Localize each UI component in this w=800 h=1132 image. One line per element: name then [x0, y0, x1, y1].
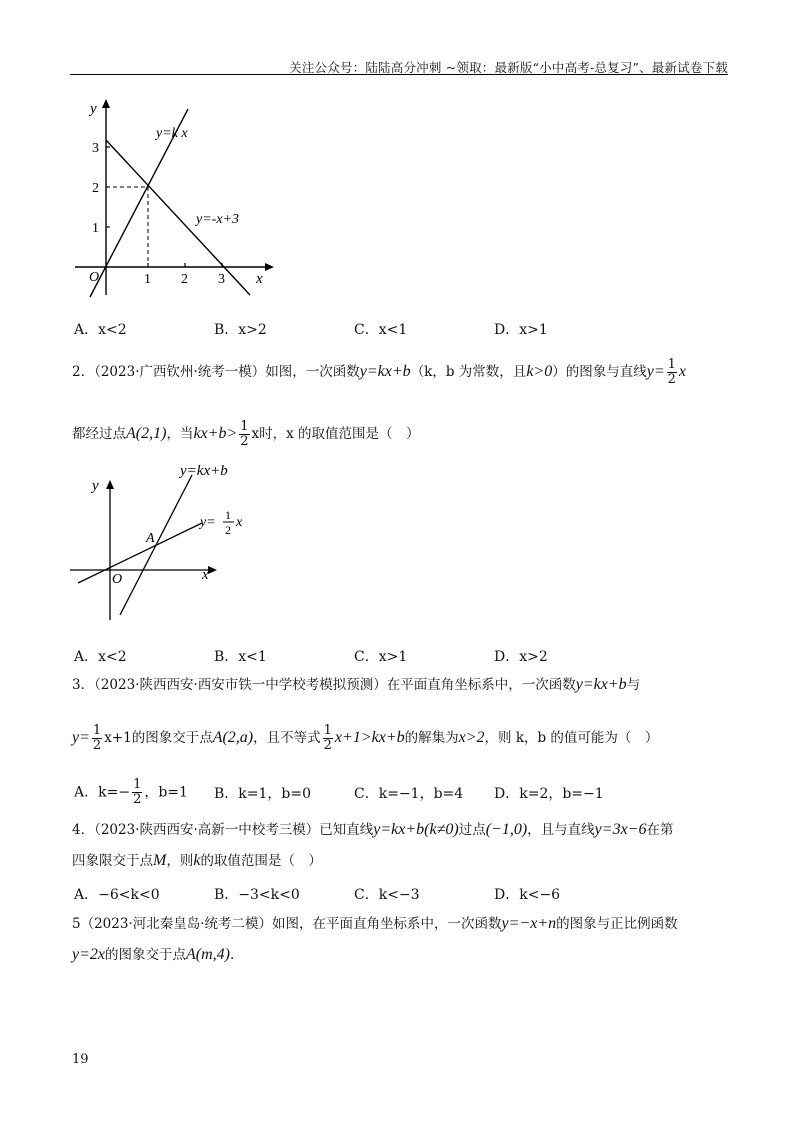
q2-math: kx+b>	[193, 425, 238, 442]
fraction-denominator: 2	[667, 372, 676, 387]
q2-text: （k，b 为常数，且	[410, 364, 527, 380]
q3-text: ，则 k，b 的值可能为（ ）	[484, 730, 659, 746]
fig1-y-tick: 2	[92, 181, 99, 196]
q2-options	[74, 646, 634, 666]
q2-math: y=kx+b	[359, 363, 411, 380]
q1-option-c[interactable]: C．x<1	[354, 322, 408, 338]
q3-math: y=	[72, 729, 90, 746]
q2-option-d[interactable]: D．x>2	[494, 649, 548, 665]
q3-option-a-fraction	[132, 778, 142, 807]
q3-fraction	[92, 724, 102, 753]
fig2-frac-den: 2	[225, 523, 231, 537]
q4-text: 4．（2023·陕西西安·高新一中校考三模）已知直线	[72, 822, 374, 838]
fig2-y-label: y	[92, 478, 99, 494]
fig1-y-tick: 1	[92, 221, 99, 236]
q5-math: A(m,4)	[186, 946, 230, 963]
page-number: 19	[72, 1052, 89, 1067]
fig1-x-tick: 3	[218, 272, 225, 287]
fig2-frac-num: 1	[225, 508, 231, 522]
q2-fraction	[239, 420, 249, 449]
q5-stem-line1	[72, 914, 678, 934]
fraction-denominator: 2	[92, 738, 102, 753]
q2-math: y=	[646, 363, 665, 380]
q2-text: x时，x 的取值范围是（ ）	[251, 426, 420, 442]
q4-option-a[interactable]: A．−6<k<0	[74, 887, 160, 903]
q3-text: 与	[626, 677, 641, 693]
q3-option-a[interactable]	[74, 778, 214, 807]
q4-options	[74, 884, 634, 904]
q2-math: x	[678, 363, 687, 380]
q4-math: k	[193, 852, 201, 869]
q2-option-b[interactable]: B．x<1	[214, 649, 267, 665]
fraction-denominator: 2	[240, 434, 249, 449]
q5-text: 的图象交于点	[105, 947, 186, 963]
fig1-x-tick: 1	[144, 272, 151, 287]
q4-text: ，且与直线	[527, 822, 595, 838]
q4-math: y=kx+b(k≠0)	[373, 821, 459, 838]
fig1-line2-label: y=-x+3	[196, 212, 239, 227]
q3-stem-line1	[72, 675, 640, 695]
q3-fraction	[323, 724, 333, 753]
q2-stem-line1	[72, 358, 686, 387]
q3-text: x+1的图象交于点	[104, 730, 213, 746]
q5-text: .	[229, 947, 235, 963]
fig1-line1-label: y=k x	[156, 126, 188, 141]
q2-text: ）的图象与直线	[552, 364, 647, 380]
fraction-numerator: 1	[323, 723, 332, 738]
q4-math: y=3x−6	[594, 821, 647, 838]
fraction-denominator: 2	[133, 792, 142, 807]
q3-math: x>2	[458, 729, 485, 746]
q3-option-a-post: ，b=1	[144, 784, 188, 801]
q3-math: y=kx+b	[575, 676, 627, 693]
q2-fraction	[667, 358, 677, 387]
q5-stem-line2	[72, 945, 234, 965]
q4-text: 的取值范围是（ ）	[200, 853, 322, 869]
fig1-x-label: x	[256, 271, 263, 287]
q4-math: M	[153, 852, 167, 869]
q5-text: 的图象与正比例函数	[556, 916, 678, 932]
figure1-graph	[60, 95, 290, 305]
q2-text: 都经过点	[72, 426, 126, 442]
q4-option-c[interactable]: C．k<−3	[354, 887, 420, 903]
q1-option-b[interactable]: B．x>2	[214, 322, 267, 338]
q5-math: y=−x+n	[501, 915, 557, 932]
q2-option-c[interactable]: C．x>1	[354, 649, 408, 665]
header-text: 关注公众号：陆陆高分冲刺 ~领取：最新版“小中高考-总复习”、最新试卷下载	[289, 60, 728, 75]
figure2-graph	[62, 455, 262, 625]
fraction-numerator: 1	[240, 419, 249, 434]
q5-text: 5（2023·河北秦皇岛·统考二模）如图，在平面直角坐标系中，一次函数	[72, 916, 502, 932]
fig1-y-label: y	[90, 101, 97, 117]
q2-math: k>0	[526, 363, 553, 380]
q3-math: x+1>kx+b	[334, 729, 405, 746]
q3-text: 的解集为	[404, 730, 459, 746]
q4-text: 过点	[458, 822, 486, 838]
q2-text: 2．（2023·广西钦州·统考一模）如图，一次函数	[72, 364, 360, 380]
fraction-numerator: 1	[133, 777, 142, 792]
q3-text: ，且不等式	[253, 730, 321, 746]
q2-math: A(2,1)	[126, 425, 167, 442]
fig2-point-label: A	[146, 531, 155, 546]
fraction-numerator: 1	[92, 723, 102, 738]
fig2-x-label: x	[202, 567, 209, 583]
q4-stem-line2	[72, 851, 322, 871]
header-rule	[70, 74, 728, 75]
q3-option-b[interactable]: B．k=1，b=0	[214, 785, 312, 802]
fig1-origin-label: O	[89, 270, 100, 285]
fig2-origin-label: O	[112, 572, 123, 587]
fraction-denominator: 2	[323, 738, 332, 753]
q4-option-b[interactable]: B．−3<k<0	[214, 887, 300, 903]
q2-stem-line2	[72, 420, 420, 449]
q2-text: ，当	[166, 426, 194, 442]
q1-option-d[interactable]: D．x>1	[494, 322, 548, 338]
q3-math: A(2,a)	[212, 729, 254, 746]
fig1-x-tick: 2	[181, 272, 188, 287]
q4-text: ，则	[166, 853, 194, 869]
fraction-numerator: 1	[667, 357, 676, 372]
q1-option-a[interactable]: A．x<2	[74, 322, 127, 338]
q3-option-a-pre: A．k=−	[74, 784, 131, 801]
q4-option-d[interactable]: D．k<−6	[494, 887, 561, 903]
q3-text: 3．（2023·陕西西安·西安市铁一中学校考模拟预测）在平面直角坐标系中，一次函数	[72, 677, 576, 693]
fig2-line2-label-pre: y=	[200, 515, 216, 530]
q3-option-c[interactable]: C．k=−1，b=4	[354, 785, 464, 802]
fig1-y-tick: 3	[92, 141, 99, 156]
q4-math: (−1,0)	[485, 821, 528, 838]
q2-option-a[interactable]: A．x<2	[74, 649, 127, 665]
q1-options	[74, 319, 634, 339]
q4-text: 四象限交于点	[72, 853, 153, 869]
fig2-line1-label: y=kx+b	[180, 463, 228, 479]
q4-text: 在第	[646, 822, 674, 838]
fig2-line2-label-post: x	[236, 515, 243, 530]
q3-options	[74, 778, 634, 807]
q3-option-d[interactable]: D．k=2，b=−1	[494, 785, 604, 802]
q3-stem-line2	[72, 724, 658, 753]
q5-math: y=2x	[72, 946, 105, 963]
q4-stem-line1	[72, 820, 673, 840]
